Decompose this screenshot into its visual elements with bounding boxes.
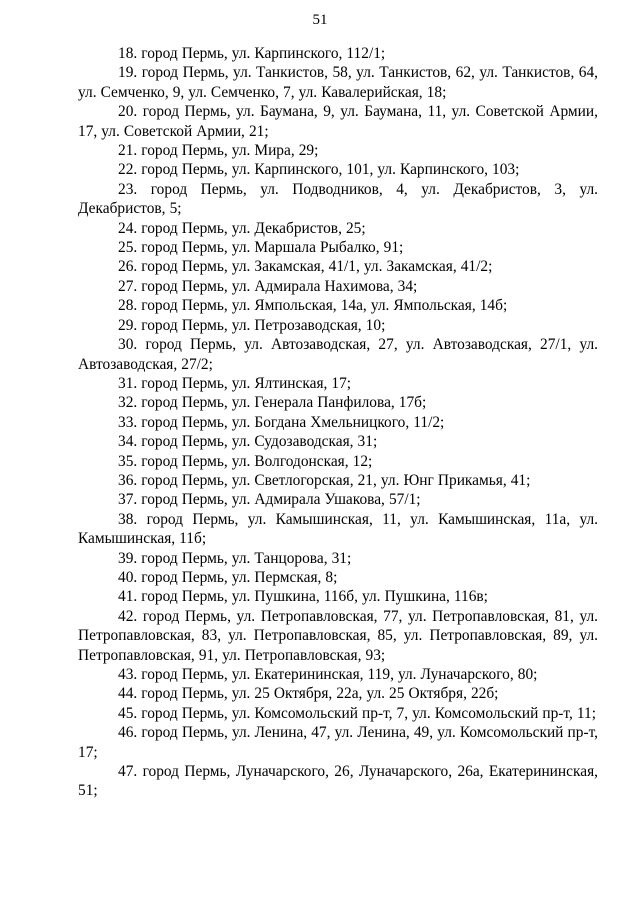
page-number: 51 [312,12,328,28]
list-item: 41. город Пермь, ул. Пушкина, 116б, ул. Пушкина, 116в; [118,588,488,606]
list-item: 34. город Пермь, ул. Судозаводская, 31; [118,433,378,451]
list-item: 37. город Пермь, ул. Адмирала Ушакова, 57/1; [118,491,421,509]
list-item: 43. город Пермь, ул. Екатерининская, 119, ул. Луначарского, 80; [118,666,538,683]
list-item: 46. город Пермь, ул. Ленина, 47, ул. Ленина, 49, ул. Комсомольский пр-т, 17; [78,724,598,761]
list-item: 42. город Пермь, ул. Петропавловская, 77, ул. Петропавловская, 81, ул. Петропавловская, 83, ул. Петропавловская, 85, ул. Петропавловская, 89, ул. Петропавловская, 91, ул. Петропавловская, 93; [78,607,598,664]
list-item: 28. город Пермь, ул. Ямпольская, 14а, ул. Ямпольская, 14б; [118,297,508,315]
list-item: 39. город Пермь, ул. Танцорова, 31; [118,549,352,567]
address-list [78,44,598,801]
list-item: 25. город Пермь, ул. Маршала Рыбалко, 91; [118,239,404,257]
list-item: 44. город Пермь, ул. 25 Октября, 22а, ул. 25 Октября, 22б; [118,685,499,703]
list-item: 30. город Пермь, ул. Автозаводская, 27, ул. Автозаводская, 27/1, ул. Автозаводская, 27/2; [78,336,598,373]
list-item: 36. город Пермь, ул. Светлогорская, 21, ул. Юнг Прикамья, 41; [118,471,531,489]
list-item: 19. город Пермь, ул. Танкистов, 58, ул. Танкистов, 62, ул. Танкистов, 64, ул. Семченко, 9, ул. Семченко, 7, ул. Кавалерийская, 18; [78,64,598,101]
list-item: 23. город Пермь, ул. Подводников, 4, ул. Декабристов, 3, ул. Декабристов, 5; [78,180,598,218]
list-item: 24. город Пермь, ул. Декабристов, 25; [118,219,366,237]
list-item: 45. город Пермь, ул. Комсомольский пр-т, 7, ул. Комсомольский пр-т, 11; [118,704,596,722]
list-item: 33. город Пермь, ул. Богдана Хмельницкого, 11/2; [118,413,445,431]
list-item: 29. город Пермь, ул. Петрозаводская, 10; [118,316,386,334]
list-item: 31. город Пермь, ул. Ялтинская, 17; [118,374,352,392]
list-item: 20. город Пермь, ул. Баумана, 9, ул. Баумана, 11, ул. Советской Армии, 17, ул. Советской Армии, 21; [78,103,598,140]
list-item: 26. город Пермь, ул. Закамская, 41/1, ул. Закамская, 41/2; [118,258,493,276]
list-item: 38. город Пермь, ул. Камышинская, 11, ул. Камышинская, 11а, ул. Камышинская, 11б; [78,510,598,548]
list-item: 22. город Пермь, ул. Карпинского, 101, ул. Карпинского, 103; [118,161,520,179]
list-item: 18. город Пермь, ул. Карпинского, 112/1; [118,45,386,62]
list-item: 32. город Пермь, ул. Генерала Панфилова, 17б; [118,394,427,412]
list-item: 35. город Пермь, ул. Волгодонская, 12; [118,452,373,470]
list-item: 27. город Пермь, ул. Адмирала Нахимова, 34; [118,277,418,295]
list-item: 40. город Пермь, ул. Пермская, 8; [118,568,338,586]
list-item: 21. город Пермь, ул. Мира, 29; [118,142,319,160]
list-item: 47. город Пермь, Луначарского, 26, Луначарского, 26а, Екатерининская, 51; [78,763,598,800]
